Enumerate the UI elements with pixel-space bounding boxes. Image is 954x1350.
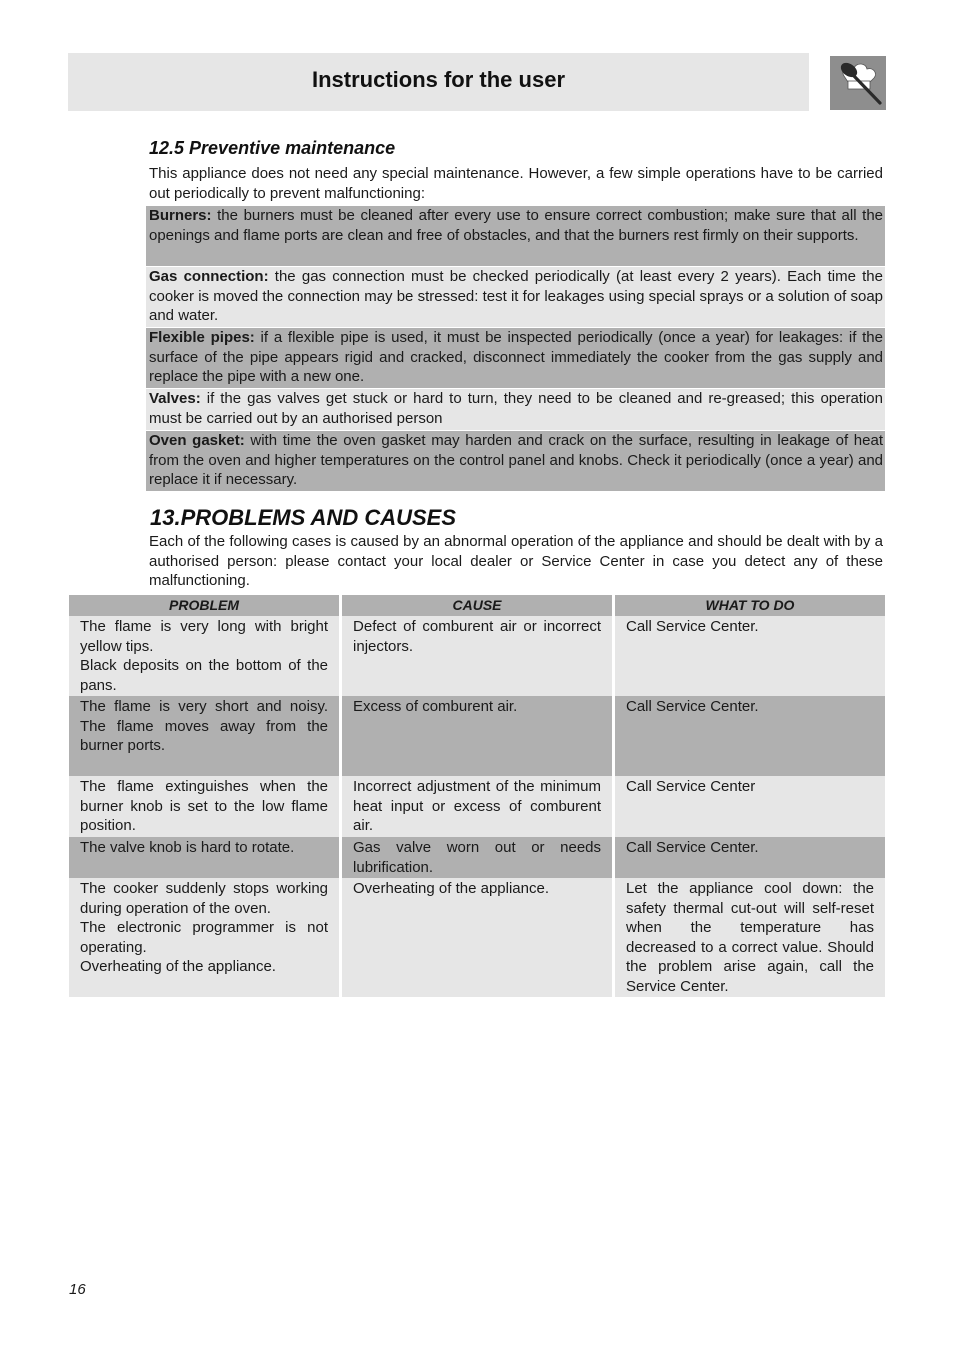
problems-table (69, 595, 885, 997)
problem-cell (69, 878, 339, 997)
cause-cell: Overheating of the appliance. (339, 878, 612, 997)
problem-line: The valve knob is hard to rotate. (80, 839, 295, 856)
table-row (69, 776, 885, 837)
table-row (69, 696, 885, 776)
maintenance-item-label: Oven gasket: (149, 432, 245, 449)
problem-line: The electronic programmer is not operating. (80, 919, 329, 956)
table-row (69, 878, 885, 997)
action-cell: Call Service Center (612, 776, 885, 837)
maintenance-item-gas-connection (146, 267, 885, 327)
maintenance-item-text: with time the oven gasket may harden and crack on the surface, resulting in leakage of heat from the oven and higher temperatures on the control panel and knobs. Check it periodically (once a year) and replace it if necessary. (149, 432, 883, 488)
problem-line: Black deposits on the bottom of the pans. (80, 657, 329, 694)
maintenance-item-label: Flexible pipes: (149, 329, 255, 346)
cause-cell: Incorrect adjustment of the minimum heat input or excess of comburent air. (339, 776, 612, 837)
maintenance-item-text: the burners must be cleaned after every use to ensure correct combustion; make sure that all the openings and flame ports are clean and free of obstacles, and that the burners rest firmly on their supports. (149, 207, 883, 244)
column-header-problem: PROBLEM (69, 595, 339, 616)
maintenance-intro: This appliance does not need any special maintenance. However, a few simple operations have to be carried out periodically to prevent malfunctioning: (149, 165, 883, 202)
cause-cell: Defect of comburent air or incorrect injectors. (339, 616, 612, 696)
maintenance-item-valves (146, 389, 885, 430)
maintenance-heading: 12.5 Preventive maintenance (149, 138, 396, 158)
column-header-what-to-do: WHAT TO DO (612, 595, 885, 616)
problem-line: The flame is very short and noisy. The flame moves away from the burner ports. (80, 698, 329, 754)
maintenance-item-flexible-pipes (146, 328, 885, 388)
problem-line: Overheating of the appliance. (80, 958, 276, 975)
problem-cell (69, 616, 339, 696)
cause-cell: Gas valve worn out or needs lubrification. (339, 837, 612, 878)
maintenance-item-text: if the gas valves get stuck or hard to turn, they need to be cleaned and re-greased; this operation must be carried out by an authorised person (149, 390, 883, 427)
problems-intro: Each of the following cases is caused by an abnormal operation of the appliance and should be dealt with by a authorised person: please contact your local dealer or Service Center in case you detect any of these malfunctioning. (149, 533, 883, 589)
action-cell: Call Service Center. (612, 616, 885, 696)
chef-spoon-icon (830, 56, 886, 110)
maintenance-item-text: the gas connection must be checked periodically (at least every 2 years). Each time the cooker is moved the connection may be stressed: test it for leakages using special sprays or a solution of soap and water. (149, 268, 883, 324)
maintenance-item-burners (146, 206, 885, 266)
action-cell: Call Service Center. (612, 837, 885, 878)
action-cell: Let the appliance cool down: the safety thermal cut-out will self-reset when the temperature has decreased to a correct value. Should the problem arise again, call the Service Center. (612, 878, 885, 997)
column-header-cause: CAUSE (339, 595, 612, 616)
table-row (69, 616, 885, 696)
maintenance-item-label: Gas connection: (149, 268, 269, 285)
maintenance-item-text: if a flexible pipe is used, it must be inspected periodically (once a year) for leakages: if the surface of the pipe appears rigid and cracked, disconnect immediately the cooker from the gas supply and replace the pipe with a new one. (149, 329, 883, 385)
header-title: Instructions for the user (311, 67, 566, 92)
problem-cell (69, 776, 339, 837)
table-row (69, 837, 885, 878)
maintenance-item-label: Valves: (149, 390, 201, 407)
problem-cell (69, 696, 339, 776)
action-cell: Call Service Center. (612, 696, 885, 776)
maintenance-item-oven-gasket (146, 431, 885, 491)
problems-heading: 13.PROBLEMS AND CAUSES (150, 505, 457, 530)
problem-line: The flame is very long with bright yellow tips. (80, 618, 329, 655)
problem-cell (69, 837, 339, 878)
problem-line: The flame extinguishes when the burner knob is set to the low flame position. (80, 778, 329, 834)
header-bar (68, 53, 809, 111)
table-header-row (69, 595, 885, 616)
cause-cell: Excess of comburent air. (339, 696, 612, 776)
maintenance-item-label: Burners: (149, 207, 212, 224)
page-number: 16 (69, 1281, 86, 1298)
problem-line: The cooker suddenly stops working during operation of the oven. (80, 880, 329, 917)
